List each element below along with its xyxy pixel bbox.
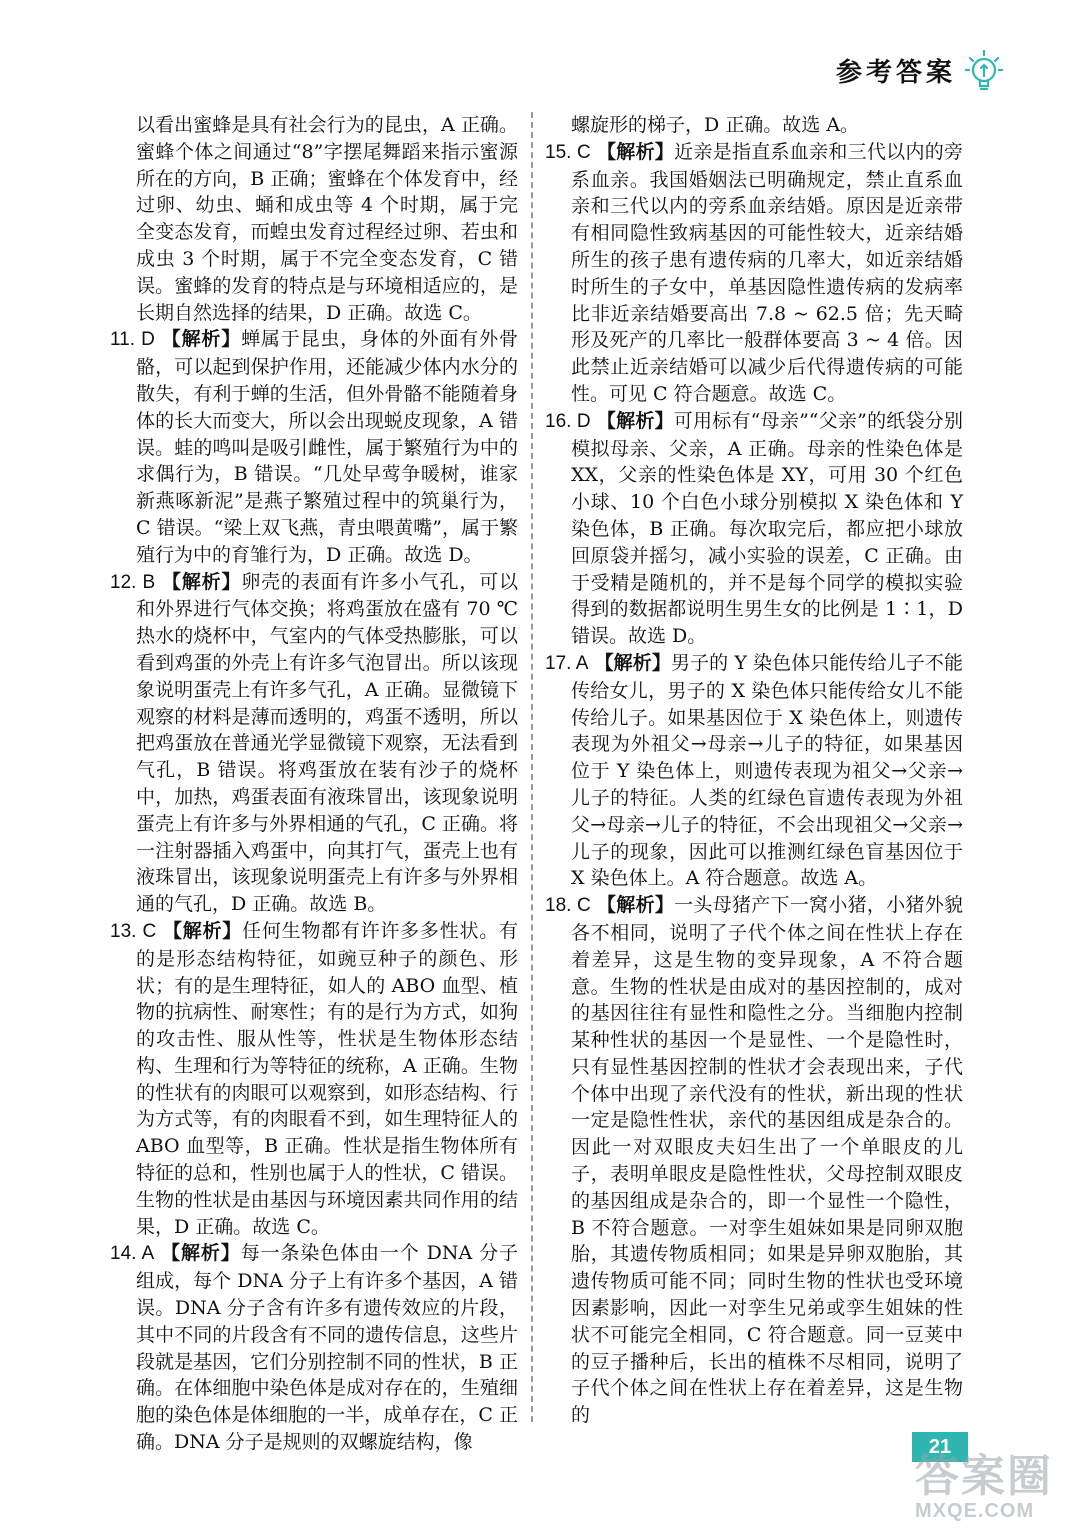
question-number: 14. A	[110, 1243, 155, 1265]
answer-text: 螺旋形的梯子，D 正确。故选 A。	[571, 114, 860, 136]
column-divider	[531, 112, 533, 1422]
answer-item	[545, 139, 963, 408]
watermark	[915, 1440, 1075, 1530]
page-number: 21	[912, 1432, 968, 1462]
lightbulb-icon	[962, 46, 1006, 96]
watermark-logo: 答案圈	[915, 1452, 1053, 1501]
answer-text: 可用标有“母亲”“父亲”的纸袋分别模拟母亲、父亲，A 正确。母亲的性染色体是 XX，父亲的性染色体是 XY，可用 30 个红色小球、10 个白色小球分别模拟 X 染色体和 Y 染色体，B 正确。每次取完后，都应把小球放回原袋并摇匀，减小实验的误差，C 正确。由于受精是随机的，并不是每个同学的模拟实验得到的数据都说明生男生女的比例是 1∶1，D 错误。故选 D。	[571, 409, 963, 648]
question-number: 18. C	[545, 895, 591, 917]
answer-item	[110, 326, 518, 568]
answer-text: 一头母猪产下一窝小猪，小猪外貌各不相同，说明了子代个体之间在性状上存在着差异，这是生物的变异现象，A 不符合题意。生物的性状是由成对的基因控制的，成对的基因往往有显性和隐性之分。当细胞内控制某种性状的基因一个是显性、一个是隐性时，只有显性基因控制的性状才会表现出来，子代个体中出现了亲代没有的性状，新出现的性状一定是隐性性状，亲代的基因组成是杂合的。因此一对双眼皮夫妇生出了一个单眼皮的儿子，表明单眼皮是隐性性状，父母控制双眼皮的基因组成是杂合的，即一个显性一个隐性，B 不符合题意。一对孪生姐妹如果是同卵双胞胎，其遗传物质相同；如果是异卵双胞胎，其遗传物质可能不同；同时生物的性状也受环境因素影响，因此一对孪生兄弟或孪生姐妹的性状不可能完全相同，C 符合题意。同一豆荚中的豆子播种后，长出的植株不尽相同，说明了子代个体之间在性状上存在着差异，这是生物的	[571, 894, 963, 1427]
left-column	[110, 112, 518, 1456]
answer-text: 蝉属于昆虫，身体的外面有外骨骼，可以起到保护作用，还能减少体内水分的散失，有利于蝉的生活，但外骨骼不能随着身体的长大而变大，所以会出现蜕皮现象，A 错误。蛙的鸣叫是吸引雌性，属于繁殖行为中的求偶行为，B 错误。“几处早莺争暖树，谁家新燕啄新泥”是燕子繁殖过程中的筑巢行为，C 错误。“梁上双飞燕，青虫喂黄嘴”，属于繁殖行为中的育雏行为，D 正确。故选 D。	[136, 328, 519, 566]
analysis-tag: 【解析】	[161, 328, 242, 351]
watermark-url: MXQE.COM	[915, 1500, 1035, 1522]
page-header-title: 参考答案	[835, 58, 956, 88]
analysis-tag: 【解析】	[597, 140, 675, 163]
right-column	[545, 112, 963, 1429]
analysis-tag: 【解析】	[594, 651, 671, 674]
answer-item	[545, 408, 963, 650]
analysis-tag: 【解析】	[163, 919, 243, 942]
question-number: 17. A	[545, 652, 589, 674]
answer-item	[110, 918, 518, 1241]
answer-item	[110, 1240, 518, 1455]
answer-continuation	[545, 112, 963, 139]
answer-text: 近亲是指直系血亲和三代以内的旁系血亲。我国婚姻法已明确规定，禁止直系血亲和三代以内的旁系血亲结婚。原因是近亲带有相同隐性致病基因的可能性较大，近亲结婚所生的孩子患有遗传病的几率大，如近亲结婚时所生的子女中，单基因隐性遗传病的发病率比非近亲结婚要高出 7.8 ~ 62.5 倍；先天畸形及死产的几率比一般群体要高 3 ~ 4 倍。因此禁止近亲结婚可以减少后代得遗传病的可能性。可见 C 符合题意。故选 C。	[571, 140, 963, 405]
question-number: 13. C	[110, 920, 157, 942]
answer-text: 任何生物都有许许多多性状。有的是形态结构特征，如豌豆种子的颜色、形状；有的是生理特征，如人的 ABO 血型、植物的抗病性、耐寒性；有的是行为方式，如狗的攻击性、服从性等，性状是生物体形态结构、生理和行为等特征的统称，A 正确。生物的性状有的肉眼可以观察到，如形态结构、行为方式等，有的肉眼看不到，如生理特征人的 ABO 血型等，B 正确。性状是指生物体所有特征的总和，性别也属于人的性状，C 错误。生物的性状是由基因与环境因素共同作用的结果，D 正确。故选 C。	[136, 919, 518, 1238]
analysis-tag: 【解析】	[161, 1242, 241, 1265]
analysis-tag: 【解析】	[162, 570, 242, 593]
answer-text: 卵壳的表面有许多小气孔，可以和外界进行气体交换；将鸡蛋放在盛有 70 ℃ 热水的烧杯中，气室内的气体受热膨胀，可以看到鸡蛋的外壳上有许多气泡冒出。所以该现象说明蛋壳上有许多气孔，A 正确。显微镜下观察的材料是薄而透明的，鸡蛋不透明，所以把鸡蛋放在普通光学显微镜下观察，无法看到气孔，B 错误。将鸡蛋放在装有沙子的烧杯中，加热，鸡蛋表面有液珠冒出，该现象说明蛋壳上有许多与外界相通的气孔，C 正确。将一注射器插入鸡蛋中，向其打气，蛋壳上也有液珠冒出，该现象说明蛋壳上有许多与外界相通的气孔，D 正确。故选 B。	[136, 570, 518, 916]
analysis-tag: 【解析】	[596, 409, 674, 432]
answer-text: 男子的 Y 染色体只能传给儿子不能传给女儿，男子的 X 染色体只能传给女儿不能传给儿子。如果基因位于 X 染色体上，则遗传表现为外祖父→母亲→儿子的特征，如果基因位于 Y 染色体上，则遗传表现为祖父→父亲→儿子的特征。人类的红绿色盲遗传表现为外祖父→母亲→儿子的特征，不会出现祖父→父亲→儿子的现象，因此可以推测红绿色盲基因位于 X 染色体上。A 符合题意。故选 A。	[571, 651, 963, 890]
question-number: 11. D	[110, 329, 155, 351]
answer-item	[545, 892, 963, 1429]
answer-text: 每一条染色体由一个 DNA 分子组成，每个 DNA 分子上有许多个基因，A 错误。DNA 分子含有许多有遗传效应的片段，其中不同的片段含有不同的遗传信息，这些片段就是基因，它们分别控制不同的性状，B 正确。在体细胞中染色体是成对存在的，生殖细胞的染色体是体细胞的一半，成单存在，C 正确。DNA 分子是规则的双螺旋结构，像	[136, 1242, 518, 1454]
analysis-tag: 【解析】	[597, 894, 675, 917]
answer-item	[545, 650, 963, 892]
question-number: 15. C	[545, 141, 591, 163]
answer-item	[110, 569, 518, 918]
question-number: 16. D	[545, 410, 591, 432]
answer-text: 以看出蜜蜂是具有社会行为的昆虫，A 正确。蜜蜂个体之间通过“8”字摆尾舞蹈来指示蜜源所在的方向，B 正确；蜜蜂在个体发育中，经过卵、幼虫、蛹和成虫等 4 个时期，属于完全变态发育，而蝗虫发育过程经过卵、若虫和成虫 3 个时期，属于不完全变态发育，C 错误。蜜蜂的发育的特点是与环境相适应的，是长期自然选择的结果，D 正确。故选 C。	[136, 114, 518, 324]
question-number: 12. B	[110, 571, 156, 593]
answer-continuation	[110, 112, 518, 326]
